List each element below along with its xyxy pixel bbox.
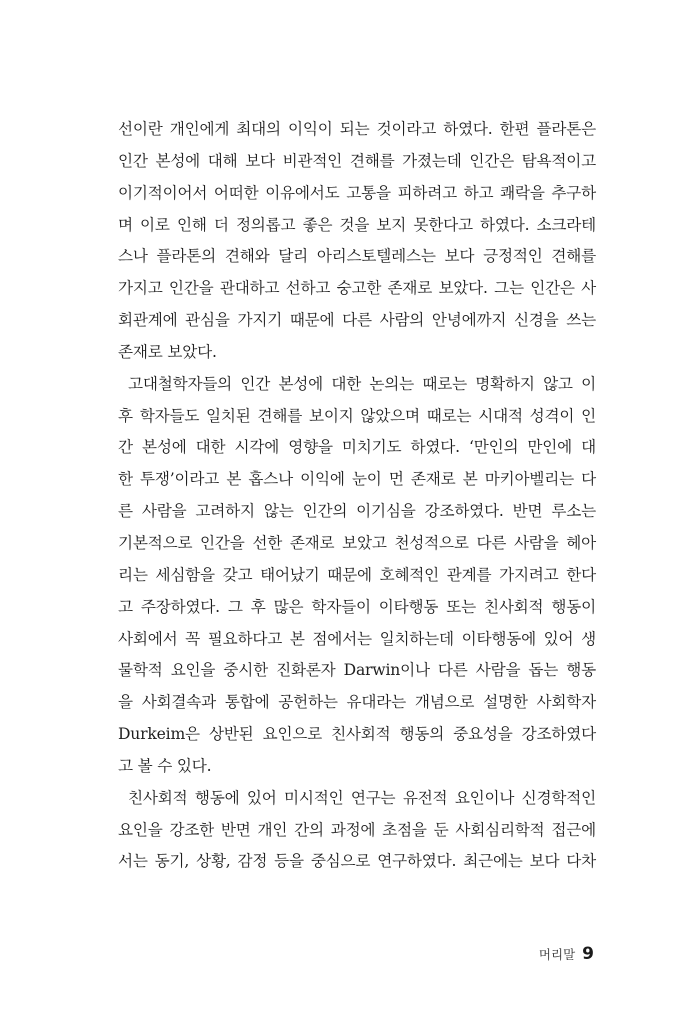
text-line: 후 학자들도 일치된 견해를 보이지 않았으며 때로는 시대적 성격이 인 — [118, 406, 596, 425]
page-footer — [539, 944, 594, 968]
text-line: 요인을 강조한 반면 개인 간의 과정에 초점을 둔 사회심리학적 접근에 — [118, 820, 596, 839]
body-text — [118, 114, 596, 878]
text-line: 한 투쟁’이라고 본 홉스나 이익에 눈이 먼 존재로 본 마키아벨리는 다 — [118, 470, 596, 489]
text-line: 선이란 개인에게 최대의 이익이 되는 것이라고 하였다. 한편 플라톤은 — [118, 120, 596, 138]
text-line: 을 사회결속과 통합에 공헌하는 유대라는 개념으로 설명한 사회학자 — [118, 693, 596, 712]
text-line: 기본적으로 인간을 선한 존재로 보았고 천성적으로 다른 사람을 헤아 — [118, 533, 596, 552]
text-line: 존재로 보았다. — [118, 342, 217, 361]
text-line: 고대철학자들의 인간 본성에 대한 논의는 때로는 명확하지 않고 이 — [128, 374, 596, 393]
text-line: 른 사람을 고려하지 않는 인간의 이기심을 강조하였다. 반면 루소는 — [118, 502, 596, 521]
text-line: 고 볼 수 있다. — [118, 756, 212, 775]
text-line: 인간 본성에 대해 보다 비관적인 견해를 가졌는데 인간은 탐욕적이고 — [118, 151, 596, 170]
text-line: 회관계에 관심을 가지기 때문에 다른 사람의 안녕에까지 신경을 쓰는 — [118, 311, 596, 330]
text-line: 고 주장하였다. 그 후 많은 학자들이 이타행동 또는 친사회적 행동이 — [118, 597, 596, 616]
text-line: 이기적이어서 어떠한 이유에서도 고통을 피하려고 하고 쾌락을 추구하 — [118, 183, 596, 202]
text-line: 간 본성에 대한 시각에 영향을 미치기도 하였다. ‘만인의 만인에 대 — [118, 438, 596, 457]
paragraph-2 — [118, 369, 596, 783]
page-number: 9 — [582, 944, 594, 964]
text-line: Durkeim은 상반된 요인으로 친사회적 행동의 중요성을 강조하였다 — [118, 725, 596, 744]
text-line: 며 이로 인해 더 정의롭고 좋은 것을 보지 못한다고 하였다. 소크라테 — [118, 215, 596, 234]
text-line: 서는 동기, 상황, 감정 등을 중심으로 연구하였다. 최근에는 보다 다차 — [118, 852, 596, 871]
text-line: 가지고 인간을 관대하고 선하고 숭고한 존재로 보았다. 그는 인간은 사 — [118, 279, 596, 298]
text-line: 사회에서 꼭 필요하다고 본 점에서는 일치하는데 이타행동에 있어 생 — [118, 629, 596, 648]
text-line: 친사회적 행동에 있어 미시적인 연구는 유전적 요인이나 신경학적인 — [128, 788, 596, 807]
text-line: 리는 세심함을 갖고 태어났기 때문에 호혜적인 관계를 가지려고 한다 — [118, 565, 596, 584]
running-head: 머리말 — [538, 947, 576, 962]
paragraph-1 — [118, 114, 596, 369]
text-line: 물학적 요인을 중시한 진화론자 Darwin이나 다른 사람을 돕는 행동 — [118, 661, 596, 680]
text-line: 스나 플라톤의 견해와 달리 아리스토텔레스는 보다 긍정적인 견해를 — [118, 247, 596, 266]
paragraph-3 — [118, 783, 596, 879]
